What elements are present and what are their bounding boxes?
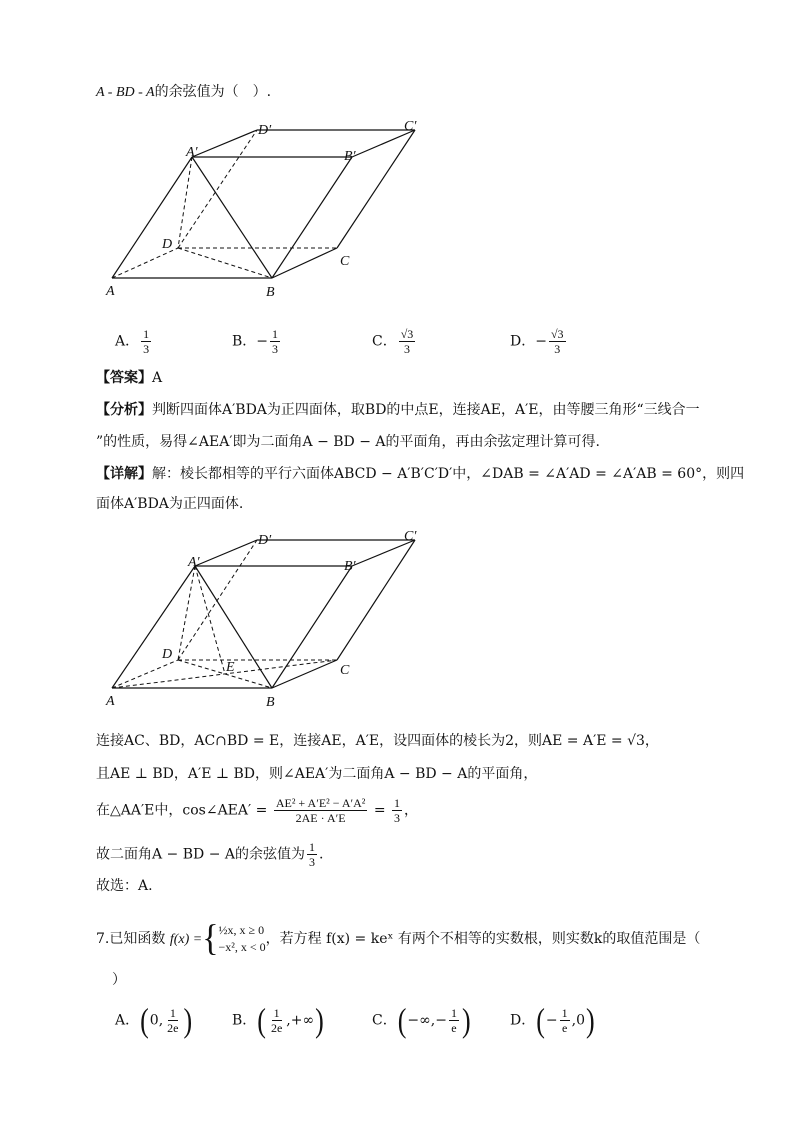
svg-text:C: C	[340, 663, 350, 678]
solution-line-5: 故选：A.	[96, 878, 153, 894]
edge-A1D	[178, 157, 192, 248]
option-d[interactable]: D．− $\frac{√3}{3}$	[510, 327, 564, 356]
solution-line-2: 且AE ⊥ BD，A′E ⊥ BD，则∠AEA′为二面角A − BD − A的平面角，	[96, 766, 538, 782]
svg-text:A′: A′	[188, 555, 200, 570]
analysis-line-1: 【分析】判断四面体A′BDA为正四面体，取BD的中点E，连接AE，A′E，由等腰三角形“三线合一	[96, 402, 700, 418]
result-fraction: $\frac{1}{3}$	[394, 796, 401, 825]
dihedral-expr: A - BD - A	[96, 85, 155, 100]
question-7-close: ）	[112, 972, 126, 988]
fraction: $\frac{1}{3}$	[143, 327, 150, 356]
question-6-tail	[96, 82, 271, 103]
solution-line-4: 故二面角A − BD − A的余弦值为 $\frac{1}{3}$ .	[96, 840, 324, 869]
piecewise-cases: ½x, x ≥ 0 −x², x < 0	[218, 923, 266, 954]
q7-option-c[interactable]: C．(−∞,− $\frac{1}{e}$ )	[372, 1001, 471, 1039]
option-a[interactable]: A． $\frac{1}{3}$	[115, 327, 150, 356]
label-B1: B′	[344, 149, 356, 164]
label-A1: A′	[186, 145, 198, 160]
question-7: 7.已知函数 f(x) ={ ½x, x ≥ 0 −x², x < 0 ，若方程 f(x) = keˣ 有两个不相等的实数根，则实数k的取值范围是（	[96, 918, 701, 959]
edge-DB	[178, 248, 272, 278]
svg-text:A: A	[106, 694, 115, 709]
label-D1: D′	[258, 123, 272, 138]
analysis-line-2: ”的性质，易得∠AEA′即为二面角A − BD − A的平面角，再由余弦定理计算可得.	[96, 434, 600, 450]
answer-value: A	[152, 370, 163, 386]
q7-option-b[interactable]: B．( $\frac{1}{2e}$ ,+∞)	[232, 1001, 324, 1039]
question-7-number: 7.	[96, 931, 110, 947]
label-C: C	[340, 254, 350, 269]
answer-tag: 【答案】	[96, 370, 152, 386]
solution-line-1: 连接AC、BD，AC∩BD = E，连接AE，A′E，设四面体的棱长为2，则AE = A′E = √3，	[96, 733, 659, 749]
edge-CC1	[337, 130, 415, 248]
option-c[interactable]: C． $\frac{√3}{3}$	[372, 327, 414, 356]
detail-line-2: 面体A′BDA为正四面体.	[96, 496, 244, 512]
detail-tag: 【详解】	[96, 466, 152, 482]
edge-D1A1	[192, 130, 257, 157]
q7-option-d[interactable]: D．(− $\frac{1}{e}$ ,0)	[510, 1001, 595, 1039]
svg-text:D′: D′	[258, 533, 272, 548]
svg-text:D: D	[162, 647, 173, 662]
label-D: D	[162, 237, 173, 252]
svg-text:B′: B′	[344, 559, 356, 574]
svg-text:C′: C′	[404, 529, 417, 544]
option-b[interactable]: B．− $\frac{1}{3}$	[232, 327, 279, 356]
fraction: $\frac{√3}{3}$	[550, 327, 564, 356]
svg-text:E: E	[226, 660, 235, 675]
parallelepiped-figure-2	[0, 528, 794, 718]
detail-line-1: 【详解】解：棱长都相等的平行六面体ABCD − A′B′C′D′中，∠DAB = ∠A′AD = ∠A′AB = 60°，则四	[96, 466, 745, 482]
fraction: $\frac{1}{3}$	[272, 327, 279, 356]
solution-line-3: 在△AA′E中，cos∠AEA′ = $\frac{\text{AE² + A′E² − A′A²}}{2AE \cdot A'E}$ = $\frac{1}{3}$ ，	[96, 796, 419, 825]
question-6-tail-text: 的余弦值为（ ）.	[154, 84, 272, 100]
conclusion-fraction: $\frac{1}{3}$	[309, 840, 315, 869]
label-C1: C′	[404, 119, 417, 134]
answer-line	[96, 368, 162, 388]
fraction: $\frac{√3}{3}$	[400, 327, 414, 356]
label-A: A	[106, 284, 115, 299]
svg-text:B: B	[266, 695, 275, 710]
piecewise-brace: {	[202, 918, 219, 959]
edge-A1B	[192, 157, 272, 278]
label-B: B	[266, 285, 275, 300]
cosine-fraction: $\frac{\text{AE² + A′E² − A′A²}}{2AE \cdot A'E}$	[275, 796, 366, 825]
q7-option-a[interactable]: A．(0, $\frac{1}{2e}$ )	[115, 1001, 193, 1039]
analysis-tag: 【分析】	[96, 402, 152, 418]
